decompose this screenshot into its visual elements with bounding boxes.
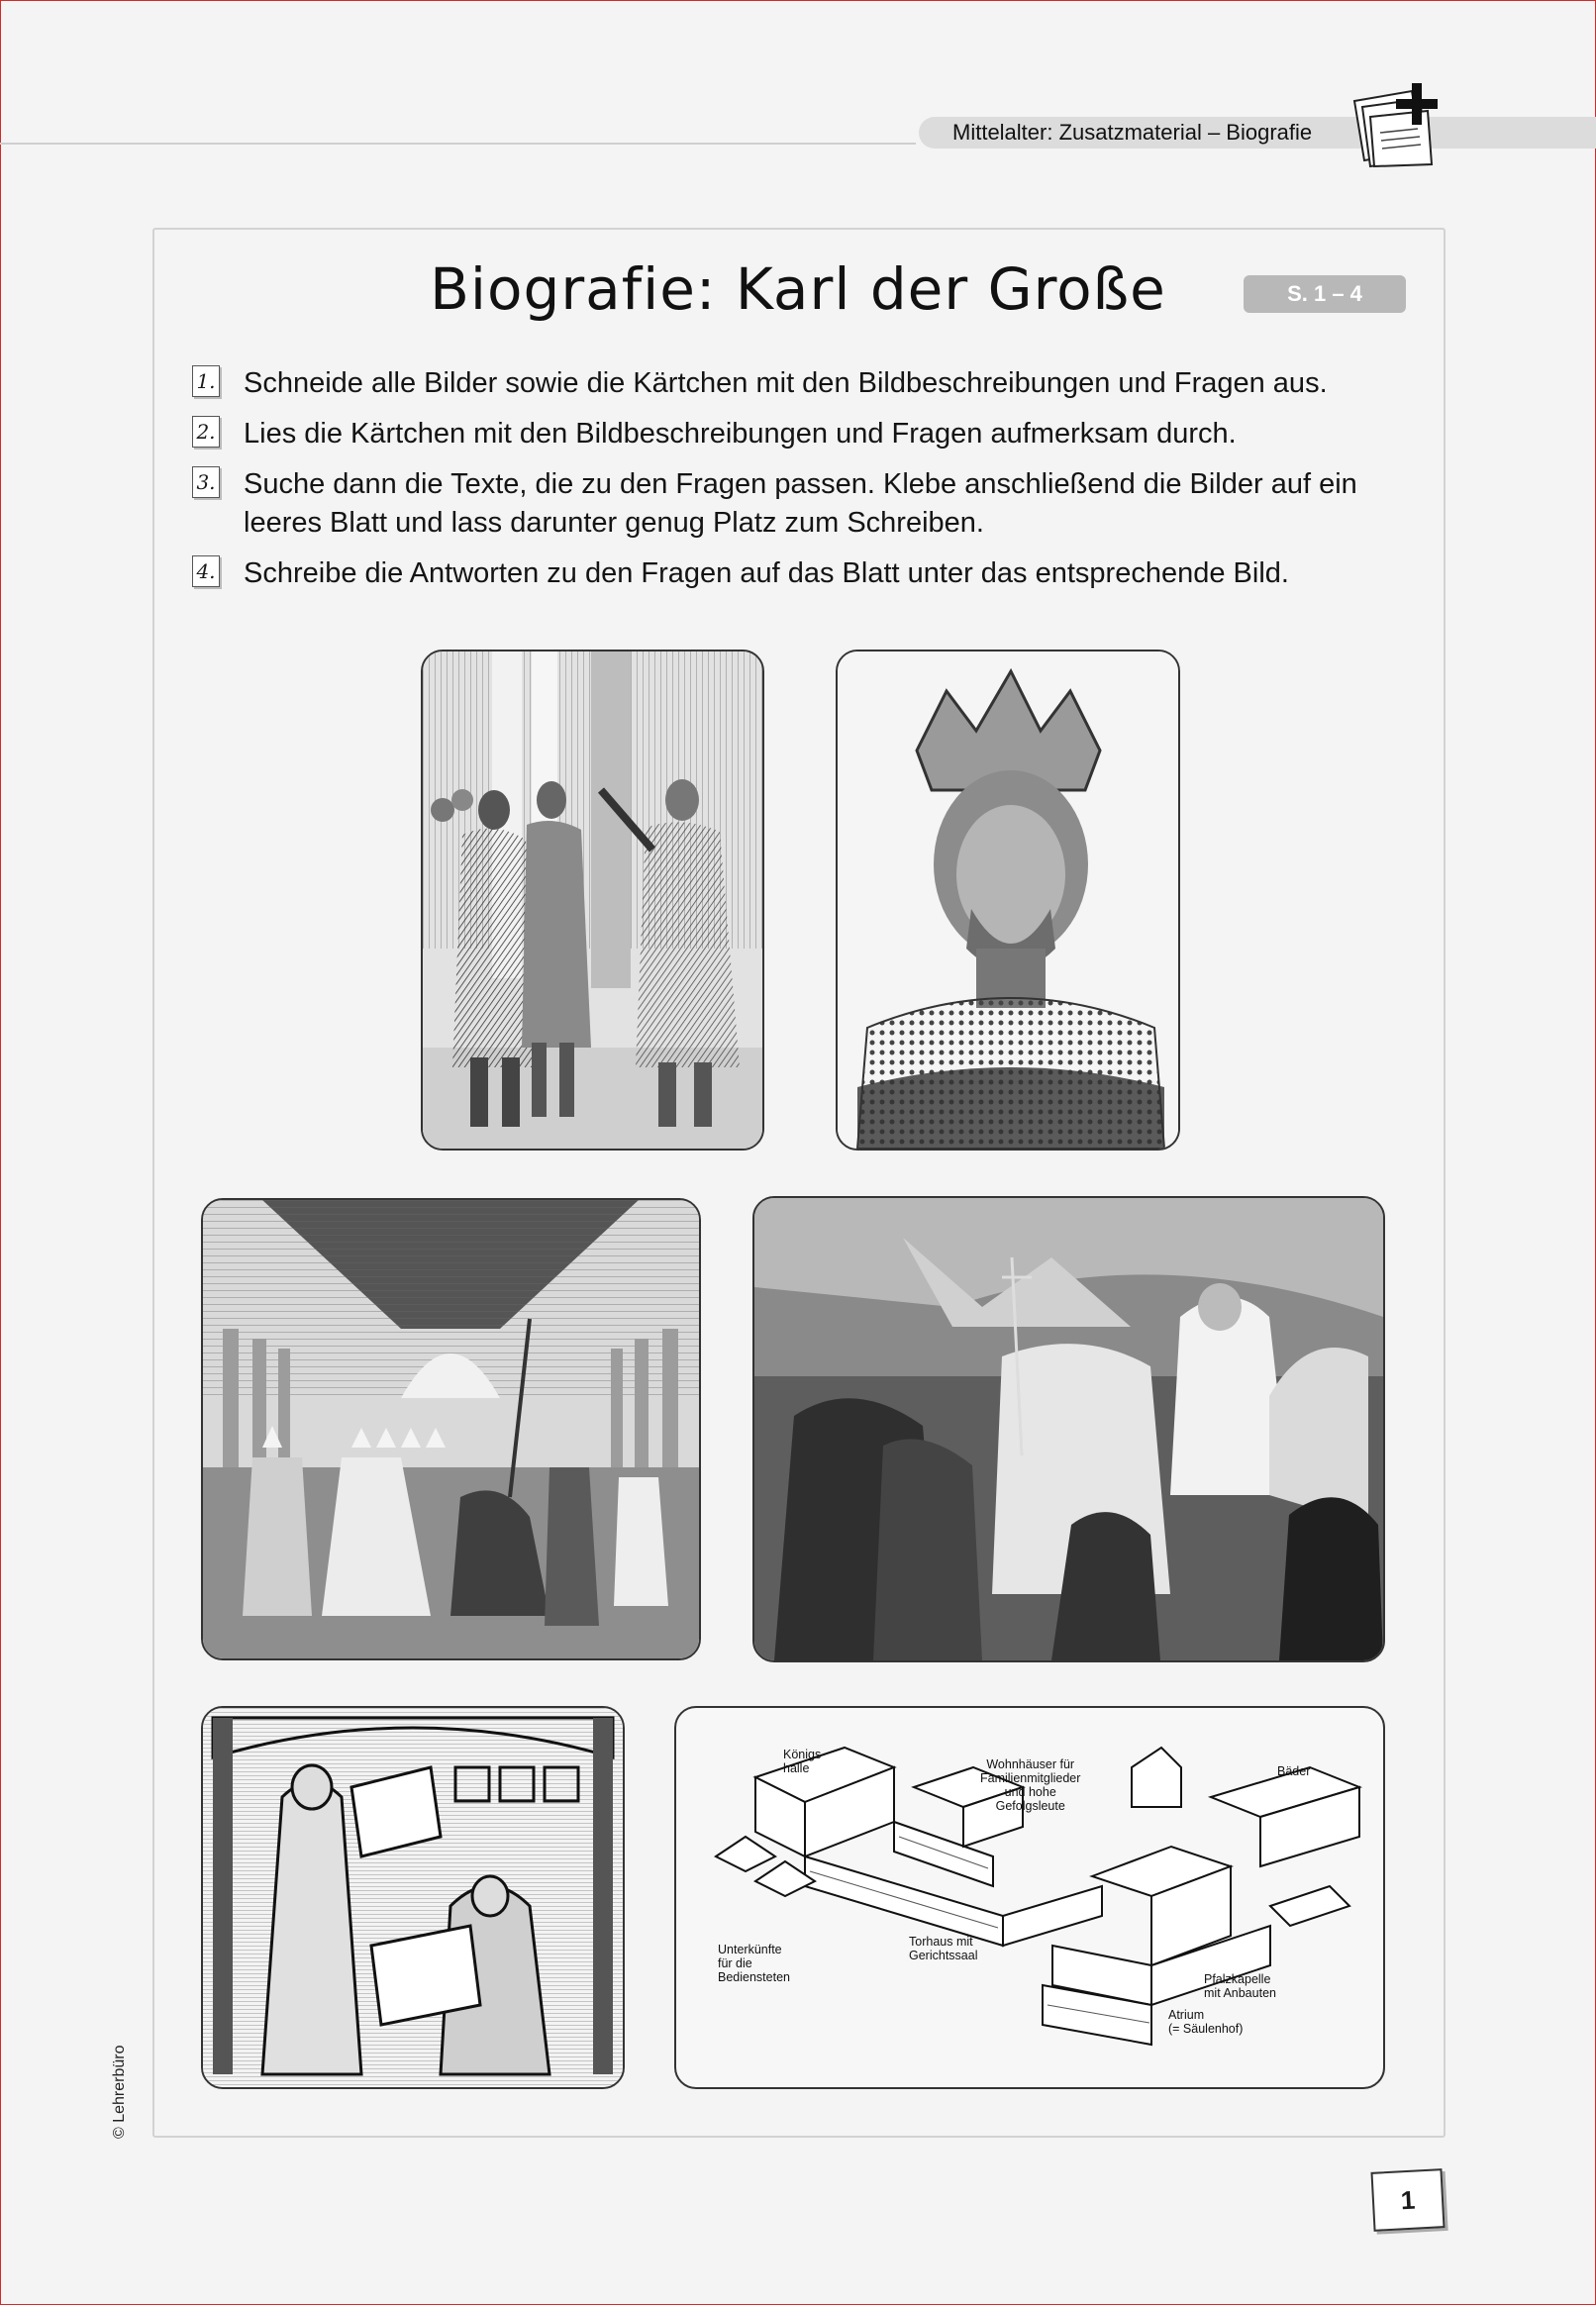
task-list bbox=[190, 364, 1418, 605]
image-charlemagne-bust bbox=[836, 650, 1180, 1151]
header-title: Mittelalter: Zusatzmaterial – Biografie bbox=[952, 120, 1313, 145]
page-range-badge: S. 1 – 4 bbox=[1244, 275, 1406, 313]
label-torhaus: Torhaus mit Gerichtssaal bbox=[909, 1935, 978, 1962]
image-baptism-scene bbox=[752, 1196, 1385, 1662]
copyright-note: © Lehrerbüro bbox=[111, 2045, 128, 2139]
header-rule bbox=[0, 143, 916, 145]
task-number: 3. bbox=[192, 466, 220, 498]
task-item bbox=[190, 415, 1418, 453]
label-koenigshalle: Königs- halle bbox=[783, 1748, 826, 1775]
page-number: 1 bbox=[1370, 2168, 1445, 2232]
label-pfalzkapelle: Pfalzkapelle mit Anbauten bbox=[1204, 1972, 1276, 2000]
task-text: Schreibe die Antworten zu den Fragen auf das Blatt unter das entsprechende Bild. bbox=[244, 557, 1289, 589]
label-baeder: Bäder bbox=[1277, 1764, 1311, 1778]
task-item bbox=[190, 554, 1418, 593]
task-number: 1. bbox=[192, 365, 220, 397]
label-wohnhaeuser: Wohnhäuser für Familienmitglieder und hohe Gefolgsleute bbox=[980, 1757, 1081, 1813]
image-scriptorium bbox=[201, 1706, 625, 2089]
worksheet-title: Biografie: Karl der Große bbox=[430, 255, 1166, 323]
task-text: Schneide alle Bilder sowie die Kärtchen mit den Bildbeschreibungen und Fragen aus. bbox=[244, 367, 1328, 399]
label-unterkuenfte: Unterkünfte für die Bediensteten bbox=[718, 1943, 790, 1984]
task-item bbox=[190, 465, 1418, 543]
task-text: Lies die Kärtchen mit den Bildbeschreibungen und Fragen aufmerksam durch. bbox=[244, 418, 1237, 450]
worksheet-plus-icon bbox=[1348, 77, 1453, 168]
task-number: 2. bbox=[192, 416, 220, 448]
image-coronation bbox=[201, 1198, 701, 1660]
task-number: 4. bbox=[192, 555, 220, 587]
image-charlemagne-audience bbox=[421, 650, 764, 1151]
task-item bbox=[190, 364, 1418, 403]
task-text: Suche dann die Texte, die zu den Fragen passen. Klebe anschließend die Bilder auf ein leeres Blatt und lass darunter genug Platz zum Schreiben. bbox=[244, 468, 1357, 539]
label-atrium: Atrium (= Säulenhof) bbox=[1168, 2008, 1244, 2036]
